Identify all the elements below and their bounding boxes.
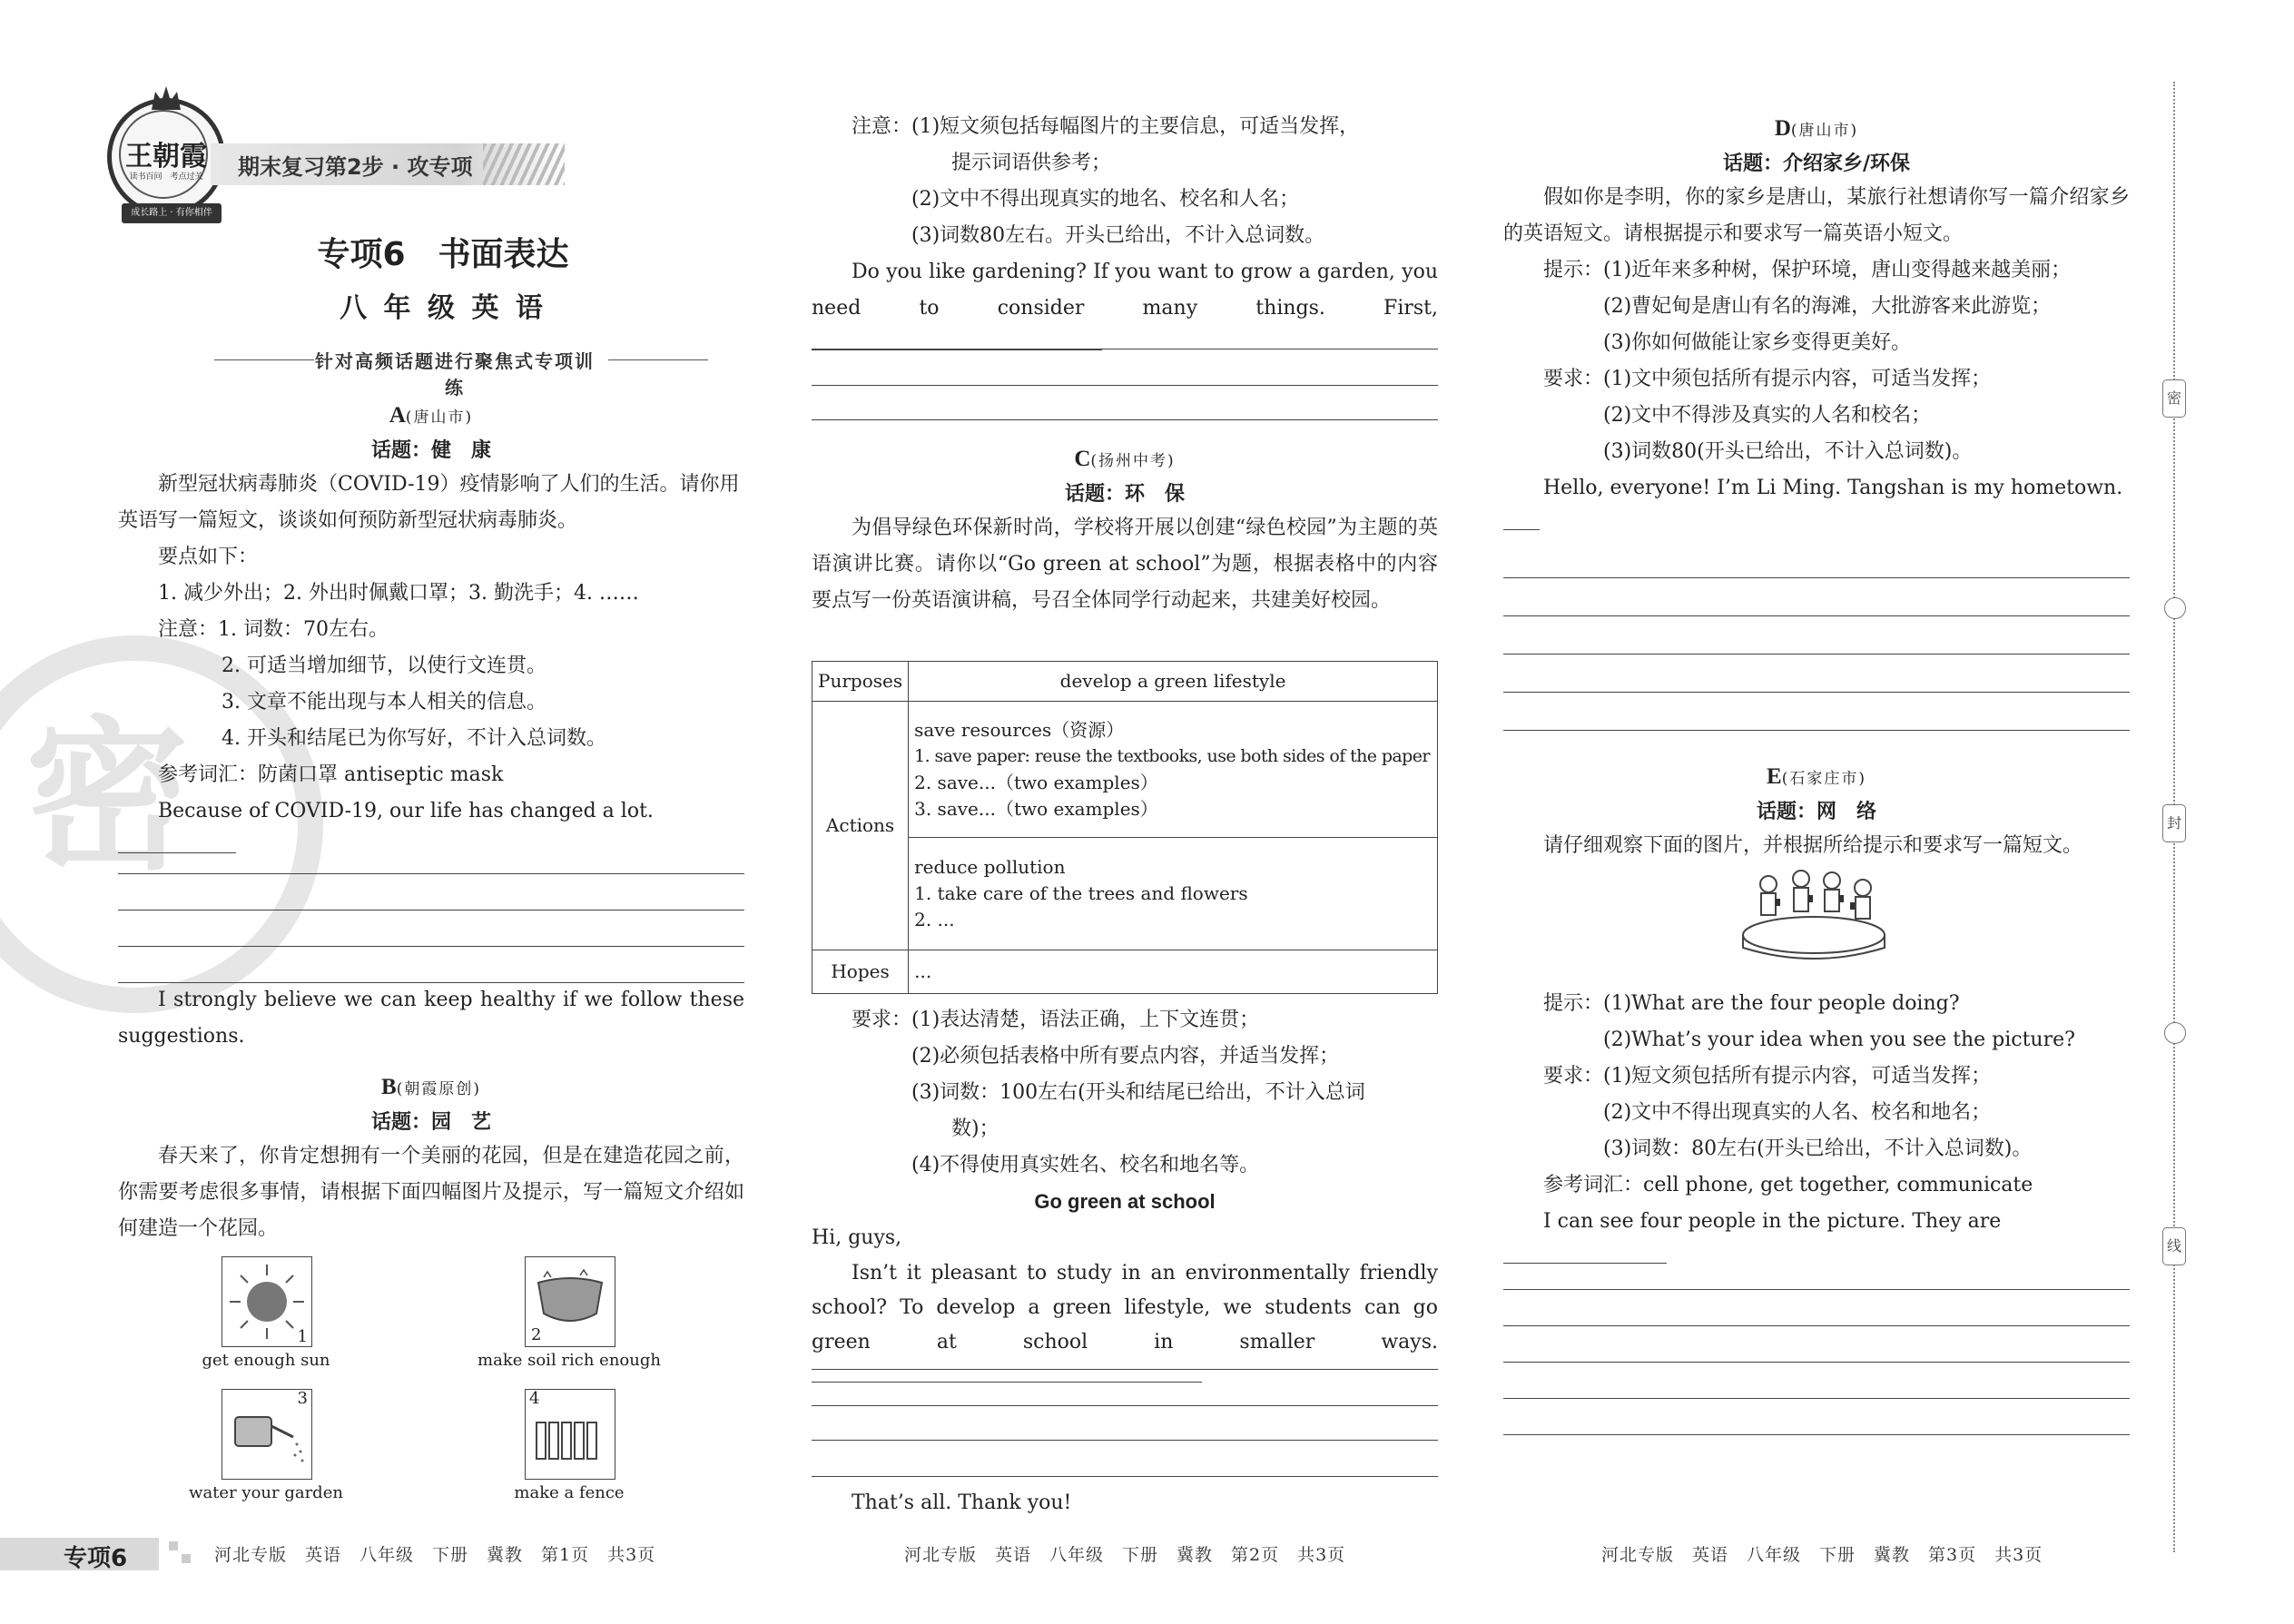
- section-c-req-3: (3)词数：100左右(开头和结尾已给出，不计入总词: [911, 1081, 1365, 1104]
- section-b-note-1: 注意：(1)短文须包括每幅图片的主要信息，可适当发挥，: [852, 115, 1360, 138]
- section-a-start: [118, 793, 744, 866]
- section-e-topic: 话题：网 络: [1756, 800, 1876, 823]
- section-d-answer-line-2[interactable]: [1503, 615, 2130, 616]
- section-a-answer-line-3[interactable]: [118, 946, 744, 947]
- section-a-end-text: I strongly believe we can keep healthy if we follow these suggestions.: [118, 989, 744, 1048]
- section-e-picture: [1730, 868, 1894, 968]
- section-e-source: (石家庄市): [1781, 770, 1866, 788]
- brand-sub-left: 读书百问: [129, 172, 162, 182]
- section-b-answer-line-0[interactable]: [812, 330, 1102, 350]
- section-d-letter: D: [1774, 116, 1791, 141]
- footer-tab-label: 专项6: [64, 1545, 128, 1572]
- section-b-note-2: (2)文中不得出现真实的地名、校名和人名；: [911, 188, 1300, 211]
- section-a-points-label: 要点如下：: [158, 546, 259, 568]
- section-d-answer-line-1[interactable]: [1503, 577, 2130, 578]
- section-e-intro: [1503, 761, 2130, 864]
- section-e-answer-line-5[interactable]: [1503, 1434, 2130, 1435]
- column-2: [812, 109, 1438, 363]
- step-label: 期末复习第2步 · 攻专项: [238, 154, 473, 180]
- tagline-rule-left: [214, 359, 314, 360]
- section-a-note-4: 4. 开头和结尾已为你写好，不计入总词数。: [222, 727, 606, 750]
- brand-crown-icon: [150, 84, 182, 112]
- actions-block-1-line: 3. save...（two examples）: [914, 797, 1158, 820]
- section-b-answer-line-2[interactable]: [812, 385, 1438, 386]
- section-d-hint-2: (2)曹妃甸是唐山有名的海滩，大批游客来此游览；: [1603, 295, 2052, 318]
- footer-page-2: 河北专版 英语 八年级 下册 冀教 第2页 共3页: [904, 1545, 1346, 1565]
- picture-2-caption: make soil rich enough: [478, 1351, 661, 1370]
- picture-4: [525, 1389, 615, 1480]
- section-c-topic: 话题：环 保: [1064, 482, 1185, 506]
- picture-1-number: 1: [297, 1327, 308, 1346]
- brand-logo: [107, 98, 225, 216]
- actions-label: Actions: [812, 702, 909, 950]
- section-a-note-1: 注意：1. 词数：70左右。: [158, 618, 389, 641]
- section-d-start: [1503, 470, 2130, 543]
- section-b-note-1b: 提示词语供参考；: [951, 152, 1112, 174]
- section-b-source: (朝霞原创): [396, 1080, 481, 1098]
- section-d-hint-3: (3)你如何做能让家乡变得更美好。: [1603, 331, 1912, 354]
- section-d-source: (唐山市): [1790, 122, 1859, 140]
- picture-3: [222, 1389, 312, 1480]
- purposes-label: Purposes: [812, 662, 909, 702]
- side-tab-xian: 线: [2162, 1227, 2186, 1265]
- section-e-hint-1: 提示：(1)What are the four people doing?: [1543, 992, 1960, 1015]
- section-e-answer-line-1[interactable]: [1503, 1289, 2130, 1290]
- section-c-end-text: That’s all. Thank you!: [852, 1491, 1072, 1514]
- section-d-answer-line-5[interactable]: [1503, 730, 2130, 731]
- tagline: 针对高频话题进行聚焦式专项训练: [315, 350, 595, 399]
- section-a-topic: 话题：健 康: [370, 438, 491, 462]
- section-b-heading: [118, 1071, 744, 1106]
- section-a-answer-line-0[interactable]: [118, 832, 236, 853]
- essay-title: Go green at school: [1034, 1190, 1216, 1213]
- section-d-req-3: (3)词数80(开头已给出，不计入总词数)。: [1603, 440, 1973, 463]
- essay-greeting: Hi, guys,: [812, 1226, 902, 1249]
- section-a-note-2: 2. 可适当增加细节，以使行文连贯。: [222, 655, 546, 677]
- section-e-answer-line-3[interactable]: [1503, 1362, 2130, 1363]
- section-e-req-1: 要求：(1)短文须包括所有提示内容，可适当发挥；: [1543, 1065, 1992, 1088]
- actions-block-1: [909, 702, 1438, 838]
- picture-2: [525, 1256, 615, 1347]
- picture-1: [222, 1256, 312, 1347]
- brand-ribbon-text: 成长路上 · 有你相伴: [131, 208, 212, 218]
- section-c-table: [812, 661, 1438, 994]
- column-3: [1503, 113, 2130, 543]
- purposes-value: develop a green lifestyle: [909, 662, 1438, 702]
- section-b-start-text: Do you like gardening? If you want to grow a garden, you need to consider many things. First,: [812, 261, 1438, 320]
- actions-block-2-line: reduce pollution: [914, 856, 1066, 878]
- actions-block-1-line: save resources（资源）: [914, 718, 1125, 741]
- brand-sub-right: 考点过关: [170, 172, 203, 182]
- section-a-prompt: 新型冠状病毒肺炎（COVID-19）疫情影响了人们的生活。请你用英语写一篇短文，谈谈如何预防新型冠状病毒肺炎。: [118, 473, 740, 532]
- section-c-req-4: (4)不得使用真实姓名、校名和地名等。: [911, 1154, 1260, 1176]
- section-a-start-text: Because of COVID-19, our life has changed a lot.: [158, 800, 654, 822]
- picture-4-number: 4: [529, 1389, 540, 1408]
- section-a-answer-line-1[interactable]: [118, 873, 744, 874]
- section-e-hint-2: (2)What’s your idea when you see the picture?: [1603, 1029, 2075, 1051]
- step-stripes: [483, 143, 565, 185]
- section-a-heading: [118, 399, 744, 434]
- section-e-vocab: 参考词汇：cell phone, get together, communicate: [1543, 1174, 2033, 1196]
- side-ornament-icon: [2164, 597, 2186, 619]
- section-e-heading: [1503, 761, 2130, 795]
- footer-tab: [0, 1538, 159, 1570]
- brand-ribbon: [122, 203, 222, 223]
- page-subtitle: 八 年 级 英 语: [340, 292, 546, 324]
- people-with-phones-icon: [1730, 868, 1894, 968]
- section-c-intro: [812, 443, 1438, 619]
- section-d-topic: 话题：介绍家乡/环保: [1722, 152, 1911, 175]
- section-b-topic: 话题：园 艺: [370, 1110, 491, 1134]
- section-c-req-3b: 数)；: [951, 1117, 999, 1140]
- section-c-answer-line-4[interactable]: [812, 1476, 1438, 1477]
- section-c-letter: C: [1074, 447, 1091, 471]
- section-c-start: [812, 1256, 1438, 1394]
- actions-block-1-line: 1. save paper: reuse the textbooks, use both sides of the paper: [914, 745, 1430, 766]
- section-d-prompt: 假如你是李明，你的家乡是唐山，某旅行社想请你写一篇介绍家乡的英语短文。请根据提示和要求写一篇英语小短文。: [1503, 186, 2130, 245]
- section-c-start-text: Isn’t it pleasant to study in an environmentally friendly school? To develop a green lifestyle, we students can go green at school in smaller ways.: [812, 1262, 1438, 1353]
- section-d-answer-line-0[interactable]: [1503, 509, 1540, 530]
- footer-tab-squares-icon: [169, 1541, 191, 1563]
- section-e-req-3: (3)词数：80左右(开头已给出，不计入总词数)。: [1603, 1137, 2033, 1160]
- column-1: [118, 399, 744, 866]
- section-a-end: [118, 982, 744, 1055]
- section-b-prompt: 春天来了，你肯定想拥有一个美丽的花园，但是在建造花园之前，你需要考虑很多事情，请根据下面四幅图片及提示，写一篇短文介绍如何建造一个花园。: [118, 1145, 744, 1240]
- side-ornament-icon: [2164, 1022, 2186, 1044]
- section-c-answer-line-1[interactable]: [812, 1369, 1438, 1370]
- section-a-letter: A: [389, 403, 406, 428]
- picture-3-number: 3: [297, 1389, 308, 1408]
- section-b-note-3: (3)词数80左右。开头已给出，不计入总词数。: [911, 224, 1325, 247]
- section-e-answer-line-2[interactable]: [1503, 1325, 2130, 1326]
- section-d-answer-line-3[interactable]: [1503, 654, 2130, 655]
- section-a-source: (唐山市): [405, 408, 474, 427]
- section-c-prompt: 为倡导绿色环保新时尚，学校将开展以创建“绿色校园”为主题的英语演讲比赛。请你以“Go green at school”为题，根据表格中的内容要点写一份英语演讲稿，号召全体同学行动起来，共建美好校园。: [812, 517, 1438, 612]
- section-c-answer-line-2[interactable]: [812, 1405, 1438, 1406]
- footer-page-1: 河北专版 英语 八年级 下册 冀教 第1页 共3页: [214, 1545, 656, 1565]
- section-e-letter: E: [1767, 764, 1782, 789]
- actions-block-2-line: 1. take care of the trees and flowers: [914, 882, 1248, 904]
- section-a-points: 1. 减少外出；2. 外出时佩戴口罩；3. 勤洗手；4. ……: [158, 582, 639, 605]
- section-c-end: [812, 1485, 1438, 1521]
- section-e-requirements: [1503, 986, 2130, 1276]
- picture-4-caption: make a fence: [514, 1483, 625, 1502]
- section-c-requirements: [812, 1002, 1438, 1394]
- section-b-start: [812, 254, 1438, 363]
- section-e-answer-line-0[interactable]: [1503, 1243, 1667, 1264]
- tagline-rule-right: [608, 359, 708, 360]
- section-b-answer-line-3[interactable]: [812, 419, 1438, 420]
- section-b-letter: B: [381, 1075, 397, 1099]
- section-e-answer-line-4[interactable]: [1503, 1398, 2130, 1399]
- actions-block-2: [909, 838, 1438, 950]
- step-banner: [211, 143, 566, 185]
- section-c-req-1: 要求：(1)表达清楚，语法正确，上下文连贯；: [852, 1009, 1260, 1031]
- hopes-value: ...: [909, 950, 1438, 994]
- hopes-label: Hopes: [812, 950, 909, 994]
- section-d-hint-1: 提示：(1)近年来多种树，保护环境，唐山变得越来越美丽；: [1543, 259, 2072, 281]
- section-c-answer-line-3[interactable]: [812, 1440, 1438, 1441]
- section-c-req-2: (2)必须包括表格中所有要点内容，并适当发挥；: [911, 1045, 1340, 1068]
- picture-3-caption: water your garden: [189, 1483, 343, 1502]
- brand-name: 王朝霞: [125, 141, 207, 172]
- actions-block-1-line: 2. save...（two examples）: [914, 771, 1158, 793]
- section-c-heading: [812, 443, 1438, 477]
- section-e-req-2: (2)文中不得出现真实的人名、校名和地名；: [1603, 1101, 1992, 1124]
- section-c-source: (扬州中考): [1090, 452, 1176, 470]
- picture-2-number: 2: [531, 1325, 542, 1344]
- section-e-start-text: I can see four people in the picture. They are: [1543, 1210, 2002, 1233]
- section-e-prompt: 请仔细观察下面的图片，并根据所给提示和要求写一篇短文。: [1543, 834, 2083, 857]
- section-b-intro: [118, 1071, 744, 1247]
- section-e-start: [1503, 1204, 2130, 1276]
- footer-page-3: 河北专版 英语 八年级 下册 冀教 第3页 共3页: [1601, 1545, 2043, 1565]
- section-d-heading: [1503, 113, 2130, 147]
- section-c-answer-line-0[interactable]: [812, 1362, 1202, 1383]
- section-d-answer-line-4[interactable]: [1503, 692, 2130, 693]
- watermark-text: 密: [25, 701, 189, 892]
- side-tab-mi: 密: [2162, 379, 2186, 418]
- picture-1-caption: get enough sun: [202, 1351, 330, 1370]
- actions-block-2-line: 2. ...: [914, 909, 955, 930]
- section-a-vocab: 参考词汇：防菌口罩 antiseptic mask: [158, 763, 504, 786]
- section-d-start-text: Hello, everyone! I’m Li Ming. Tangshan is my hometown.: [1543, 477, 2123, 499]
- section-a-note-3: 3. 文章不能出现与本人相关的信息。: [222, 691, 546, 714]
- section-d-req-1: 要求：(1)文中须包括所有提示内容，可适当发挥；: [1543, 368, 1992, 390]
- side-tab-feng: 封: [2162, 804, 2186, 842]
- page-title: 专项6 书面表达: [317, 236, 569, 273]
- section-d-req-2: (2)文中不得涉及真实的人名和校名；: [1603, 404, 1932, 427]
